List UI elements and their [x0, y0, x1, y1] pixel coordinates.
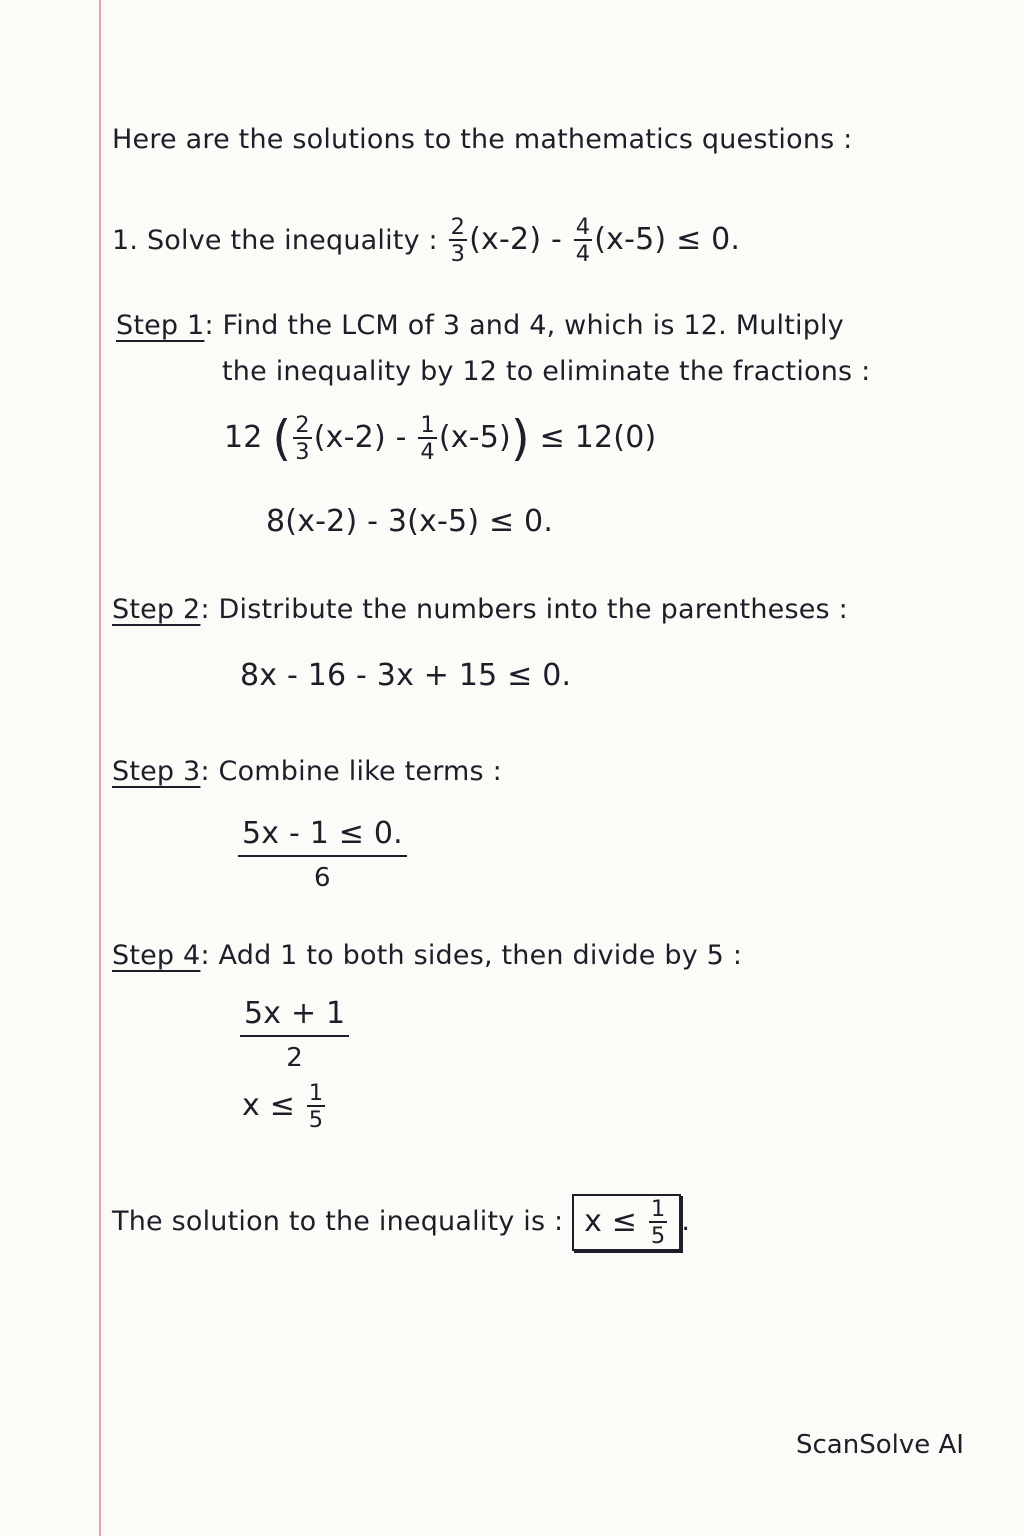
step-1-text-line-2: the inequality by 12 to eliminate the fractions : — [222, 356, 871, 387]
step-1-text-line-1: Find the LCM of 3 and 4, which is 12. Multiply — [222, 310, 844, 341]
colon: : — [204, 310, 214, 341]
paren: ( — [272, 410, 292, 467]
denominator: 6 — [314, 863, 331, 893]
step-4-result — [242, 1082, 327, 1131]
numerator: 1 — [308, 1080, 324, 1106]
step-3-heading — [112, 756, 502, 787]
step-2-equation: 8x - 16 - 3x + 15 ≤ 0. — [240, 658, 572, 693]
numerator: 5x - 1 ≤ 0. — [238, 816, 407, 857]
step-1-label: Step 1 — [116, 310, 205, 341]
boxed-answer — [572, 1194, 681, 1251]
step-3-fraction — [238, 816, 407, 893]
step-2-text: Distribute the numbers into the parentheses : — [218, 594, 848, 625]
expression-part: (x-5) ≤ 0. — [594, 222, 741, 257]
numerator: 1 — [650, 1196, 666, 1222]
step-3-text: Combine like terms : — [218, 756, 502, 787]
colon: : — [200, 940, 210, 971]
fraction — [240, 996, 349, 1073]
step-2-heading — [112, 594, 848, 625]
step-4-fraction — [240, 996, 349, 1073]
colon: : — [200, 594, 210, 625]
denominator: 3 — [295, 438, 310, 465]
fraction — [238, 816, 407, 893]
fraction — [449, 216, 468, 265]
expression-part: x ≤ — [584, 1204, 638, 1239]
colon: : — [200, 756, 210, 787]
step-1-equation-1 — [224, 410, 657, 467]
expression-part: ≤ 12(0) — [539, 420, 657, 455]
expression-part: (x-5) — [438, 420, 511, 455]
denominator: 3 — [450, 240, 466, 267]
brand-watermark: ScanSolve AI — [796, 1430, 964, 1460]
denominator: 4 — [420, 438, 435, 465]
expression-part: x ≤ — [242, 1088, 296, 1123]
numerator: 4 — [575, 214, 591, 240]
step-3-label: Step 3 — [112, 756, 201, 787]
step-4-label: Step 4 — [112, 940, 201, 971]
expression-part: 12 — [224, 420, 263, 455]
question-1 — [112, 216, 740, 265]
fraction — [307, 1082, 326, 1131]
conclusion-text: The solution to the inequality is : — [112, 1206, 564, 1237]
numerator: 5x + 1 — [240, 996, 349, 1037]
denominator: 5 — [308, 1106, 324, 1133]
question-1-label: 1. Solve the inequality : — [112, 225, 438, 256]
step-2-label: Step 2 — [112, 594, 201, 625]
step-4-heading — [112, 940, 742, 971]
fraction — [293, 414, 312, 463]
denominator: 5 — [650, 1222, 666, 1249]
step-1-equation-2: 8(x-2) - 3(x-5) ≤ 0. — [266, 504, 554, 539]
paren: ) — [510, 410, 530, 467]
step-1-heading — [116, 310, 844, 341]
period: . — [681, 1206, 691, 1237]
numerator: 1 — [420, 412, 435, 438]
step-4-text: Add 1 to both sides, then divide by 5 : — [218, 940, 743, 971]
denominator: 4 — [575, 240, 591, 267]
expression-part: (x-2) - — [313, 420, 407, 455]
expression-part: (x-2) - — [469, 222, 562, 257]
fraction — [418, 414, 437, 463]
conclusion — [112, 1194, 690, 1251]
margin-line — [99, 0, 101, 1536]
intro-text: Here are the solutions to the mathematics questions : — [112, 124, 853, 155]
question-1-expression — [447, 214, 741, 267]
denominator: 2 — [286, 1043, 304, 1073]
fraction — [574, 216, 593, 265]
numerator: 2 — [295, 412, 310, 438]
fraction — [649, 1198, 668, 1247]
numerator: 2 — [450, 214, 466, 240]
